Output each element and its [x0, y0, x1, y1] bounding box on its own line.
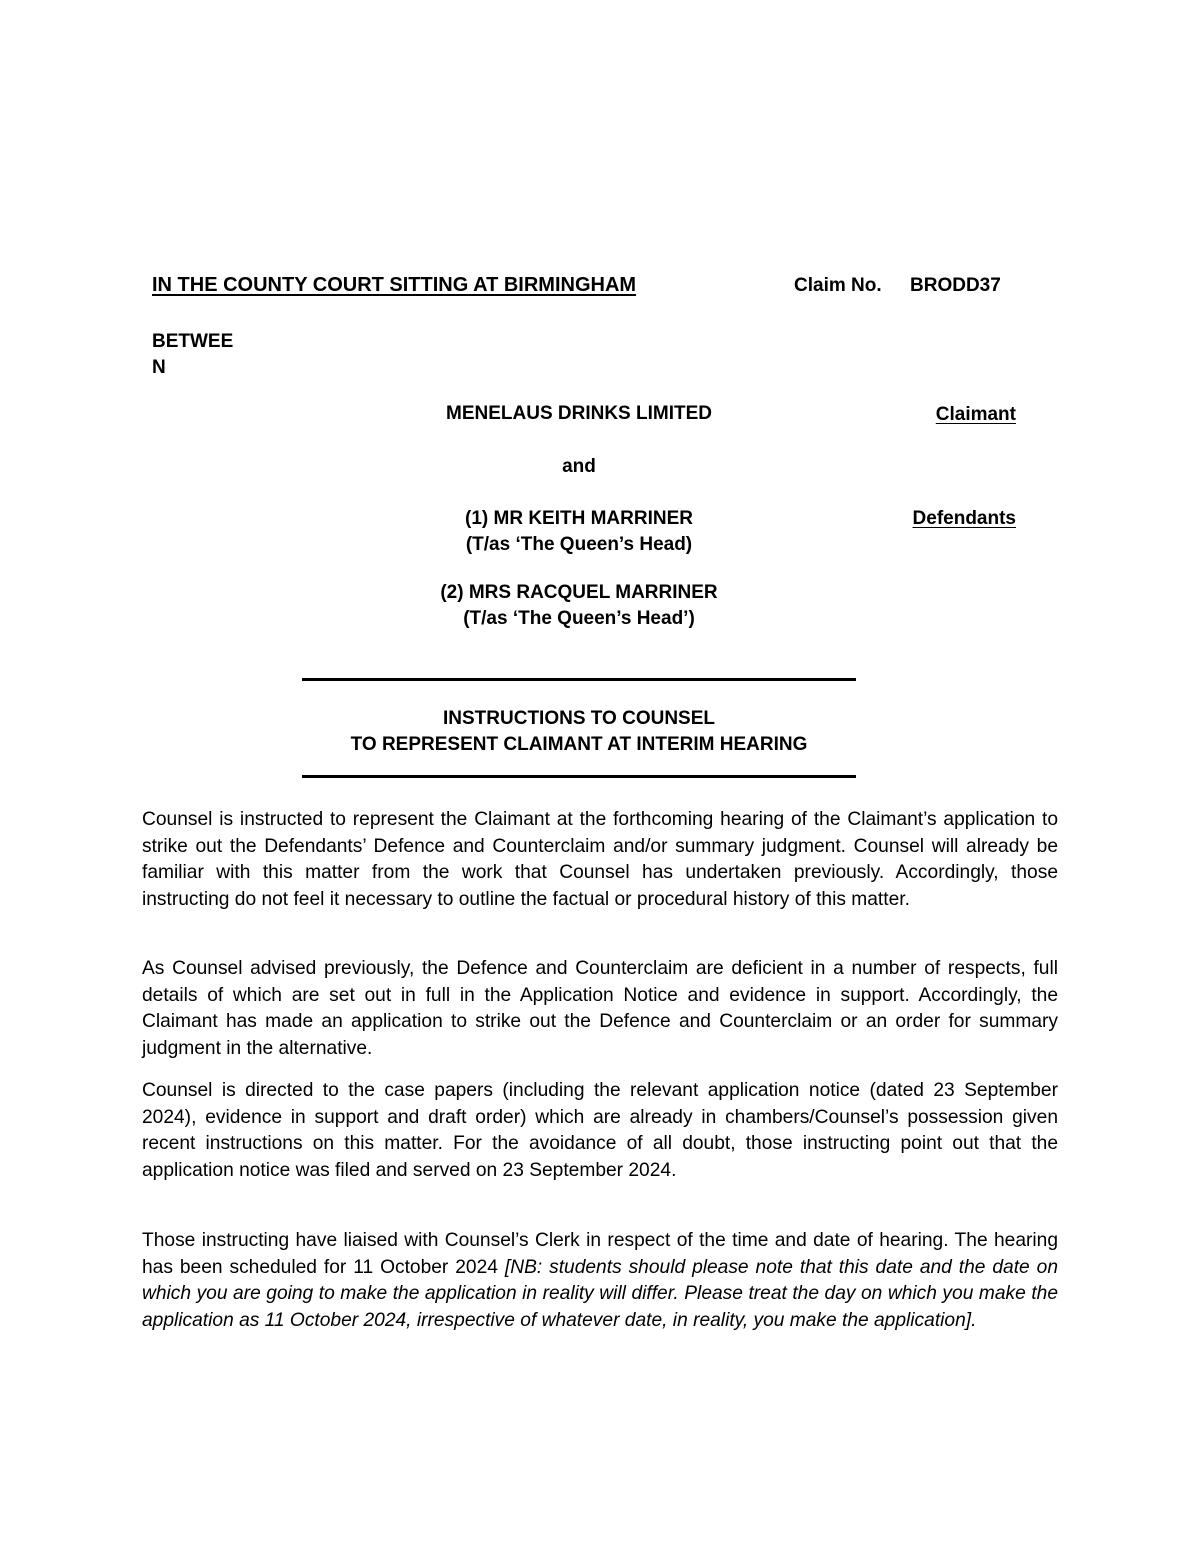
party-conjunction: and [562, 456, 596, 477]
defendant-1-name: (1) MR KEITH MARRINER [465, 508, 693, 529]
claim-number-label: Claim No. [794, 275, 882, 296]
document-title-line-1: INSTRUCTIONS TO COUNSEL [443, 708, 715, 729]
claim-number: BRODD37 [910, 275, 1001, 296]
between-line-2: N [152, 357, 166, 378]
body-paragraph-3: Counsel is directed to the case papers (including the relevant application notice (dated 23 September 2024), evidence in support and draft order) which are already in chambers/Counsel’s possession given recent instructions on this matter. For the avoidance of all doubt, those instructing point out that the application notice was filed and served on 23 September 2024. [142, 1080, 1058, 1182]
title-rule-bottom [302, 775, 856, 778]
defendant-2-trading-name: (T/as ‘The Queen’s Head’) [463, 608, 695, 629]
body-paragraph-4 [142, 1228, 1058, 1335]
court-title: IN THE COUNTY COURT SITTING AT BIRMINGHAM [152, 274, 637, 296]
between-heading [152, 329, 252, 381]
hearing-date-text: Those instructing have liaised with Counsel’s Clerk in respect of the time and date of hearing. The hearing has been scheduled for 11 October 2024 [142, 1230, 1058, 1278]
defendants-role: Defendants [912, 508, 1016, 529]
claimant-name: MENELAUS DRINKS LIMITED [446, 403, 712, 424]
document-title-line-2: TO REPRESENT CLAIMANT AT INTERIM HEARING [350, 734, 808, 755]
claimant-role: Claimant [935, 404, 1016, 425]
body-paragraph-1: Counsel is instructed to represent the Claimant at the forthcoming hearing of the Claimant’s application to strike out the Defendants’ Defence and Counterclaim and/or summary judgment. Counsel will already be familiar with this matter from the work that Counsel has undertaken previously. Accordingly, those instructing do not feel it necessary to outline the factual or procedural history of this matter. [142, 809, 1058, 911]
defendant-1-trading-name: (T/as ‘The Queen’s Head) [465, 534, 693, 555]
student-note: [NB: students should please note that this date and the date on which you are going to make the application in reality will differ. Please treat the day on which you make the application as 11 October 2024, irrespective of whatever date, in reality, you make the application]. [142, 1256, 1058, 1332]
title-rule-top [302, 678, 856, 681]
defendant-2-name: (2) MRS RACQUEL MARRINER [440, 582, 718, 603]
between-line-1: BETWEE [152, 331, 234, 352]
body-paragraph-2: As Counsel advised previously, the Defence and Counterclaim are deficient in a number of respects, full details of which are set out in full in the Application Notice and evidence in support. Accordingly, the Claimant has made an application to strike out the Defence and Counterclaim or an order for summary judgment in the alternative. [142, 958, 1058, 1060]
